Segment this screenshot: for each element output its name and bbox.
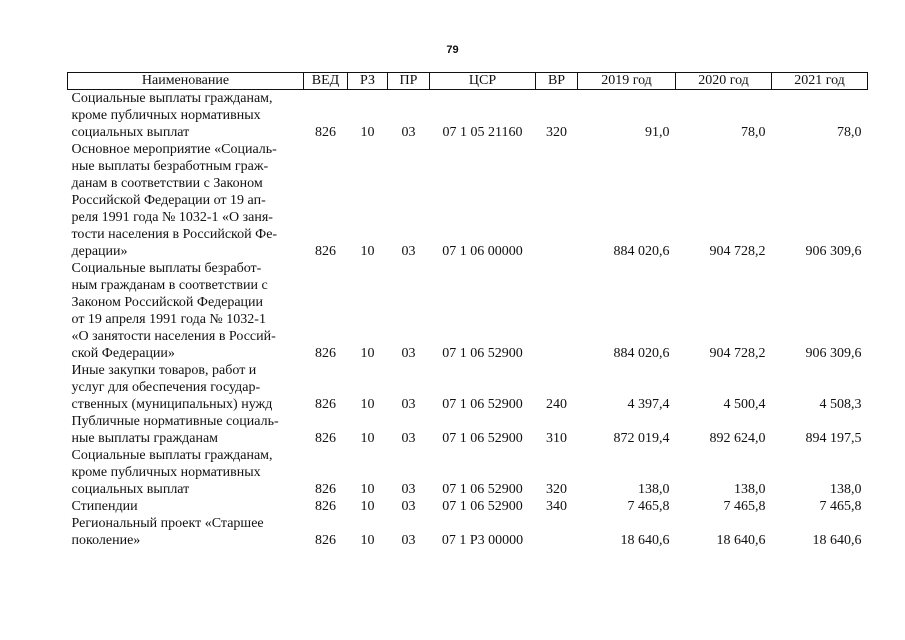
- row-vr-cell: [536, 515, 578, 549]
- row-csr-cell: 07 1 06 52900: [442, 482, 523, 497]
- row-2021-cell: 4 508,3: [819, 397, 862, 412]
- table-row: [68, 90, 868, 142]
- header-vr: ВР: [536, 73, 578, 90]
- row-rz-cell: 10: [360, 482, 375, 497]
- row-2019-cell: 7 465,8: [627, 499, 670, 514]
- row-rz-cell: 10: [360, 397, 375, 412]
- row-vr-cell: [536, 260, 578, 362]
- row-pr-cell: 03: [401, 499, 416, 514]
- row-2019-cell: 884 020,6: [613, 346, 670, 361]
- row-name-cell: Публичные нормативные социаль- ные выплаты гражданам: [71, 414, 279, 446]
- header-2020: 2020 год: [676, 73, 772, 90]
- row-csr-cell: 07 1 P3 00000: [441, 533, 524, 548]
- row-vr-cell: [536, 141, 578, 260]
- row-pr-cell: 03: [401, 397, 416, 412]
- row-name-cell: Региональный проект «Старшее поколение»: [71, 516, 264, 548]
- row-2021-cell: 138,0: [830, 482, 862, 497]
- row-ved-cell: 826: [315, 346, 336, 361]
- table-row: [68, 141, 868, 260]
- row-rz-cell: 10: [360, 125, 375, 140]
- table-body: [68, 90, 868, 550]
- row-name-cell: Основное мероприятие «Социаль- ные выплаты безработным граж- данам в соответствии с Законом Российской Федерации от 19 ап- реля 1991 года № 1032-1 «О заня- тости населения в Российской Фе- дерации»: [71, 142, 278, 259]
- row-pr-cell: 03: [401, 533, 416, 548]
- row-2019-cell: 138,0: [638, 482, 670, 497]
- row-rz-cell: 10: [360, 244, 375, 259]
- row-2020-cell: 904 728,2: [709, 244, 766, 259]
- row-2019-cell: 884 020,6: [613, 244, 670, 259]
- table-row: [68, 260, 868, 362]
- row-2021-cell: 906 309,6: [805, 346, 862, 361]
- row-2021-cell: 906 309,6: [805, 244, 862, 259]
- header-ved: ВЕД: [304, 73, 348, 90]
- header-2021: 2021 год: [772, 73, 868, 90]
- row-pr-cell: 03: [401, 125, 416, 140]
- row-ved-cell: 826: [315, 431, 336, 446]
- row-2019-cell: 872 019,4: [613, 431, 670, 446]
- row-name-cell: Социальные выплаты гражданам, кроме публичных нормативных социальных выплат: [71, 91, 273, 140]
- row-rz-cell: 10: [360, 533, 375, 548]
- header-pr: ПР: [388, 73, 430, 90]
- table-row: [68, 447, 868, 498]
- row-2021-cell: 78,0: [837, 125, 862, 140]
- row-rz-cell: 10: [360, 346, 375, 361]
- budget-table: [67, 72, 868, 549]
- row-csr-cell: 07 1 06 52900: [442, 346, 523, 361]
- row-ved-cell: 826: [315, 397, 336, 412]
- table-header-row: [68, 73, 868, 90]
- row-2020-cell: 904 728,2: [709, 346, 766, 361]
- header-csr: ЦСР: [430, 73, 536, 90]
- row-2020-cell: 892 624,0: [709, 431, 766, 446]
- row-vr-cell: 320: [546, 482, 567, 497]
- row-ved-cell: 826: [315, 499, 336, 514]
- table-row: [68, 413, 868, 447]
- row-2020-cell: 4 500,4: [723, 397, 766, 412]
- row-2019-cell: 91,0: [645, 125, 670, 140]
- header-2019: 2019 год: [578, 73, 676, 90]
- row-vr-cell: 340: [546, 499, 567, 514]
- row-name-cell: Социальные выплаты гражданам, кроме публичных нормативных социальных выплат: [71, 448, 273, 497]
- header-name: Наименование: [68, 73, 304, 90]
- row-pr-cell: 03: [401, 346, 416, 361]
- row-2021-cell: 7 465,8: [819, 499, 862, 514]
- row-2020-cell: 78,0: [741, 125, 766, 140]
- row-2020-cell: 7 465,8: [723, 499, 766, 514]
- row-ved-cell: 826: [315, 125, 336, 140]
- header-rz: РЗ: [348, 73, 388, 90]
- row-ved-cell: 826: [315, 244, 336, 259]
- row-vr-cell: 310: [546, 431, 567, 446]
- row-2021-cell: 894 197,5: [805, 431, 862, 446]
- row-pr-cell: 03: [401, 431, 416, 446]
- row-pr-cell: 03: [401, 482, 416, 497]
- row-name-cell: Стипендии: [71, 499, 138, 514]
- row-csr-cell: 07 1 05 21160: [442, 125, 523, 140]
- row-2019-cell: 18 640,6: [620, 533, 670, 548]
- row-csr-cell: 07 1 06 52900: [442, 397, 523, 412]
- row-name-cell: Иные закупки товаров, работ и услуг для обеспечения государ- ственных (муниципальных) нужд: [71, 363, 273, 412]
- row-vr-cell: 320: [546, 125, 567, 140]
- row-name-cell: Социальные выплаты безработ- ным гражданам в соответствии с Законом Российской Федерации от 19 апреля 1991 года № 1032-1 «О занятости населения в Россий- ской Федерации»: [71, 261, 276, 361]
- table-row: [68, 362, 868, 413]
- row-2019-cell: 4 397,4: [627, 397, 670, 412]
- row-rz-cell: 10: [360, 431, 375, 446]
- row-ved-cell: 826: [315, 533, 336, 548]
- row-2020-cell: 138,0: [734, 482, 766, 497]
- row-2020-cell: 18 640,6: [716, 533, 766, 548]
- row-csr-cell: 07 1 06 52900: [442, 499, 523, 514]
- page-number: 79: [446, 44, 459, 56]
- table-row: [68, 498, 868, 515]
- table-row: [68, 515, 868, 549]
- row-rz-cell: 10: [360, 499, 375, 514]
- row-csr-cell: 07 1 06 00000: [442, 244, 523, 259]
- row-pr-cell: 03: [401, 244, 416, 259]
- row-ved-cell: 826: [315, 482, 336, 497]
- row-vr-cell: 240: [546, 397, 567, 412]
- row-csr-cell: 07 1 06 52900: [442, 431, 523, 446]
- row-2021-cell: 18 640,6: [812, 533, 862, 548]
